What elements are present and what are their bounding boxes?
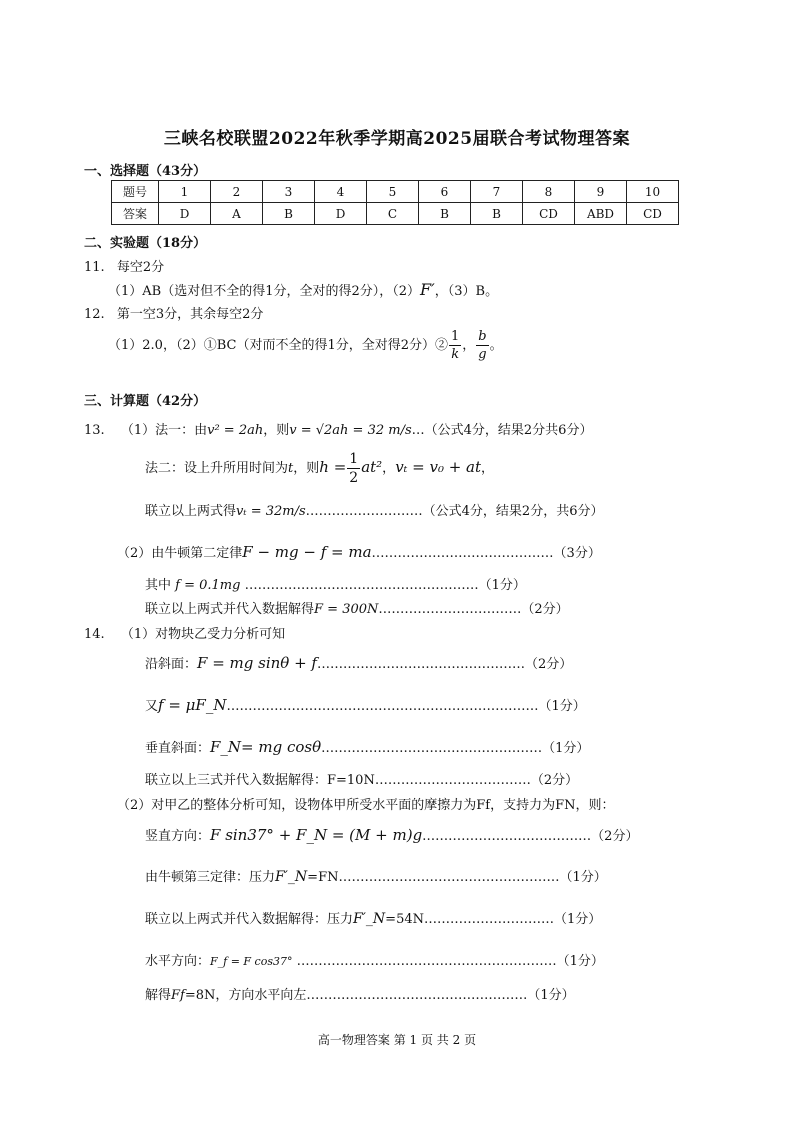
table-cell: B xyxy=(471,203,523,225)
fraction-numerator: 1 xyxy=(349,451,359,467)
table-cell: B xyxy=(263,203,315,225)
q13-equation: v = √2ah = 32 m/s xyxy=(289,423,412,438)
q13-scoring: …（公式4分，结果2分共6分） xyxy=(411,423,593,438)
table-row-label: 题号 xyxy=(112,181,159,203)
q13-text: 联立以上两式得 xyxy=(145,504,237,519)
fraction-one-half xyxy=(347,452,360,485)
q12-header xyxy=(84,303,263,322)
q13-equation: F − mg − f = ma xyxy=(242,543,372,561)
q14-line-2 xyxy=(145,653,572,672)
table-cell: 2 xyxy=(211,181,263,203)
q11-answer-text: （1）AB（选对但不全的得1分，全对的得2分），（2） xyxy=(108,284,421,299)
table-cell: A xyxy=(211,203,263,225)
q13-scoring: ……………………………………（3分） xyxy=(371,546,601,561)
page-title: 三峡名校联盟2022年秋季学期高2025届联合考试物理答案 xyxy=(163,129,631,149)
page-footer: 高一物理答案 第 1 页 共 2 页 xyxy=(317,1033,477,1047)
q14-line-11 xyxy=(145,984,575,1003)
q13-line-2 xyxy=(145,452,494,485)
q12-answer xyxy=(108,330,503,361)
q14-text: 水平方向： xyxy=(145,954,211,969)
table-cell: B xyxy=(419,203,471,225)
q14-line-10 xyxy=(145,950,604,969)
table-cell: CD xyxy=(627,203,679,225)
q13-scoring: ………………………………………………（1分） xyxy=(244,578,526,593)
q13-equation: vₜ = 32m/s xyxy=(236,504,306,519)
table-cell: ABD xyxy=(575,203,627,225)
q14-scoring: =8N，方向水平向左……………………………………………（1分） xyxy=(184,988,575,1003)
q11-header xyxy=(84,256,164,275)
q14-line-8 xyxy=(145,866,607,885)
q13-text: ， xyxy=(382,461,396,476)
q12-number: 12. xyxy=(84,307,105,322)
q14-line-5: 联立以上三式并代入数据解得：F=10N………………………………（2分） xyxy=(145,773,579,788)
q13-text: ，则 xyxy=(293,461,320,476)
q14-equation: F′_N xyxy=(353,911,386,927)
table-cell: 5 xyxy=(367,181,419,203)
q13-line-3 xyxy=(145,500,603,519)
q13-equation: v² = 2ah xyxy=(207,423,264,438)
q14-scoring: …………………………………………（2分） xyxy=(316,657,573,672)
q14-scoring: ……………………………………………（1分） xyxy=(321,741,590,756)
q13-text: ， xyxy=(481,461,495,476)
q14-line-6: （2）对甲乙的整体分析可知，设物体甲所受水平面的摩擦力为Ff，支持力为FN，则： xyxy=(117,798,615,813)
table-cell: 10 xyxy=(627,181,679,203)
fraction-numerator xyxy=(476,330,488,346)
q13-equation: h = xyxy=(319,458,347,476)
fraction-numerator: 1 xyxy=(451,329,460,344)
table-cell: D xyxy=(315,203,367,225)
q12-scoring: 第一空3分，其余每空2分 xyxy=(116,307,264,322)
q13-symbol: t xyxy=(288,461,294,476)
q13-text: （1）法一：由 xyxy=(120,423,208,438)
q13-text: ，则 xyxy=(263,423,290,438)
q14-line-3 xyxy=(145,695,586,714)
q14-text: 垂直斜面： xyxy=(145,741,211,756)
answer-table xyxy=(111,180,679,225)
table-cell: 4 xyxy=(315,181,367,203)
q14-text: （1）对物块乙受力分析可知 xyxy=(120,627,286,642)
fraction-num-symbol: b xyxy=(478,329,487,344)
fraction-den-symbol: k xyxy=(451,347,460,362)
table-cell: CD xyxy=(523,203,575,225)
q14-scoring: =54N…………………………（1分） xyxy=(385,912,602,927)
fraction-1-over-k xyxy=(449,330,461,361)
table-cell: 3 xyxy=(263,181,315,203)
q14-equation: f = μF_N xyxy=(158,696,227,714)
q13-scoring: ……………………………（2分） xyxy=(378,602,569,617)
q14-equation: F′_N xyxy=(275,869,308,885)
q13-line-4 xyxy=(117,542,601,561)
q14-text: 又 xyxy=(145,699,159,714)
section-heading-choice: 一、选择题（43分） xyxy=(84,164,207,179)
table-cell: 9 xyxy=(575,181,627,203)
table-row-numbers xyxy=(112,181,679,203)
q14-text: 由牛顿第三定律：压力 xyxy=(145,870,276,885)
q13-line-5 xyxy=(145,574,526,593)
q14-line-1 xyxy=(84,623,285,642)
table-row-label: 答案 xyxy=(112,203,159,225)
q14-scoring: …………………………………（2分） xyxy=(422,829,639,844)
q11-answer-end: ，（3）B。 xyxy=(434,284,499,299)
section-heading-experiment: 二、实验题（18分） xyxy=(84,236,207,251)
q13-number: 13. xyxy=(84,423,105,438)
q14-line-9 xyxy=(145,908,601,927)
q14-text: 沿斜面： xyxy=(145,657,198,672)
q14-scoring: ………………………………………………………………（1分） xyxy=(226,699,586,714)
q11-number: 11. xyxy=(84,260,105,275)
q14-equation: F_f = F cos37° xyxy=(210,955,293,968)
table-cell: C xyxy=(367,203,419,225)
q14-equation: F_N= mg cosθ xyxy=(210,738,322,756)
q11-answer-symbol: F′ xyxy=(420,280,435,299)
q14-text: 竖直方向： xyxy=(145,829,211,844)
table-row-answers xyxy=(112,203,679,225)
q11-scoring: 每空2分 xyxy=(116,260,165,275)
fraction-denominator xyxy=(476,346,488,361)
q14-scoring: ……………………………………………………（1分） xyxy=(296,954,604,969)
q12-separator: ， xyxy=(462,338,476,353)
q13-equation: at² xyxy=(361,458,383,476)
q14-text: 联立以上两式并代入数据解得：压力 xyxy=(145,912,354,927)
fraction-denominator: 2 xyxy=(349,470,359,486)
q13-scoring: ………………………（公式4分，结果2分，共6分） xyxy=(305,504,604,519)
q12-answer-text: （1）2.0，（2）①BC（对而不全的得1分，全对得2分）② xyxy=(108,338,448,353)
q14-line-7 xyxy=(145,825,638,844)
q13-equation: F = 300N xyxy=(314,602,379,617)
table-cell: 8 xyxy=(523,181,575,203)
q14-equation: F = mg sinθ + f xyxy=(197,654,317,672)
q14-equation: F sin37° + F_N = (M + m)g xyxy=(210,826,423,844)
fraction-denominator xyxy=(449,346,461,361)
q13-text: 联立以上两式并代入数据解得 xyxy=(145,602,315,617)
q14-number: 14. xyxy=(84,627,105,642)
table-cell: D xyxy=(159,203,211,225)
q13-text: 其中 xyxy=(145,578,172,593)
q14-line-4 xyxy=(145,737,589,756)
fraction-b-over-g xyxy=(476,330,488,361)
section-heading-calculation: 三、计算题（42分） xyxy=(84,394,207,409)
table-cell: 7 xyxy=(471,181,523,203)
table-cell: 6 xyxy=(419,181,471,203)
q13-equation: f = 0.1mg xyxy=(175,578,241,593)
q14-scoring: =FN……………………………………………（1分） xyxy=(307,870,607,885)
q12-end: 。 xyxy=(489,338,503,353)
table-cell: 1 xyxy=(159,181,211,203)
q13-text: 法二：设上升所用时间为 xyxy=(145,461,289,476)
q13-text: （2）由牛顿第二定律 xyxy=(117,546,243,561)
q14-text: 解得 xyxy=(145,988,172,1003)
q13-line-1 xyxy=(84,419,592,438)
q14-equation: Ff xyxy=(171,988,185,1003)
q13-line-6 xyxy=(145,598,569,617)
fraction-den-symbol: g xyxy=(478,347,487,362)
q13-equation: vₜ = v₀ + at xyxy=(395,458,482,476)
q11-answer xyxy=(108,280,498,299)
